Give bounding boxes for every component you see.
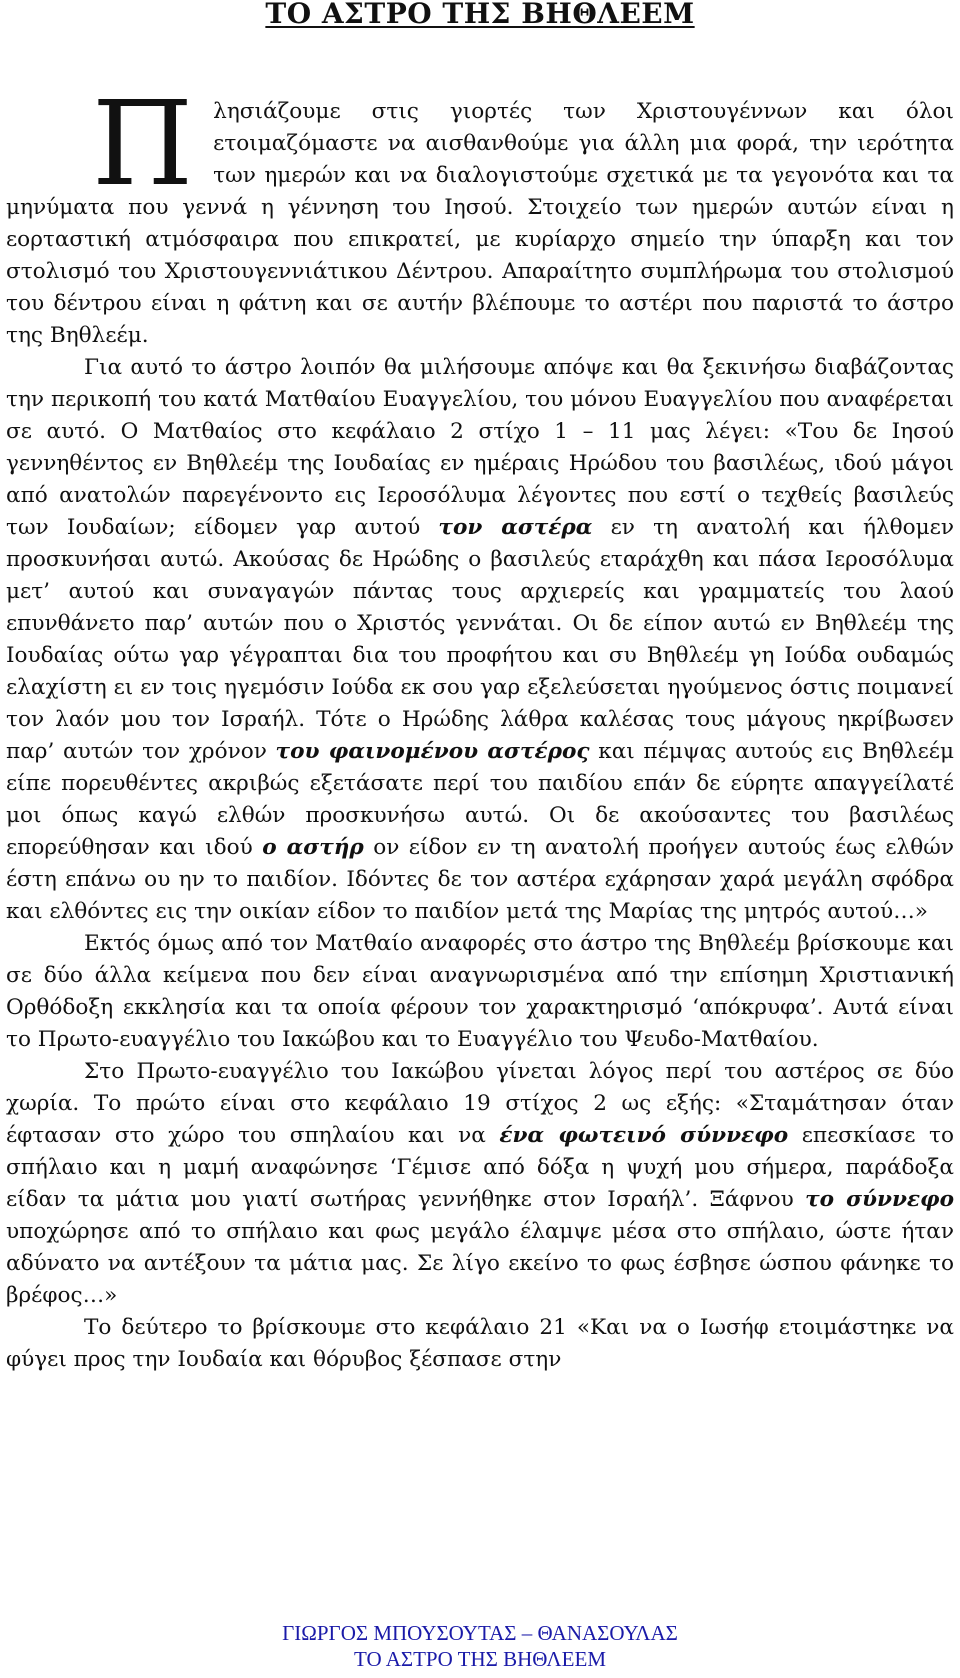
drop-cap: Π [92, 77, 194, 212]
footer-author: ΓΙΩΡΓΟΣ ΜΠΟΥΣΟΥΤΑΣ – ΘΑΝΑΣΟΥΛΑΣ [282, 1621, 678, 1645]
paragraph-text: και πέμψας αυτούς εις Βηθλεέμ είπε πορευθέντες ακριβώς εξετάσατε περί του παιδίου επάν δε εύρητε απαγγείλατέ μοι όπως καγώ ελθών προσκυνήσω αυτώ. Οι δε ακούσαντες του βασιλέως επορεύθησαν και ιδού [6, 739, 954, 860]
paragraph-apocrypha: Εκτός όμως από τον Ματθαίο αναφορές στο άστρο της Βηθλεέμ βρίσκουμε και σε δύο άλλα κείμενα που δεν είναι αναγνωρισμένα από την επίσημη Χριστιανική Ορθόδοξη εκκλησία και τα οποία φέρουν τον χαρακτηρισμό ‘απόκρυφα’. Αυτά είναι το Πρωτο-ευαγγέλιο του Ιακώβου και το Ευαγγέλιο του Ψευδο-Ματθαίου. [6, 931, 954, 1052]
paragraph-second: Το δεύτερο το βρίσκουμε στο κεφάλαιο 21 «Και να ο Ιωσήφ ετοιμάστηκε να φύγει προς την Ιουδαία και θόρυβος ξέσπασε στην [6, 1315, 954, 1372]
document-title [6, 0, 954, 28]
document-page [6, 0, 954, 1678]
emphasis-text: ο αστήρ [262, 835, 364, 860]
footer-title: ΤΟ ΑΣΤΡΟ ΤΗΣ ΒΗΘΛΕΕΜ [354, 1647, 606, 1671]
paragraph-text: επεσκίασε το σπήλαιο και η μαμή αναφώνησε ‘Γέμισε από δόξα η ψυχή μου σήμερα, παράδοξα είδαν τα μάτια μου γιατί σωτήρας γεννήθηκε στον Ισραήλ’. Ξάφνου [6, 1123, 954, 1212]
title-text: ΤΟ ΑΣΤΡΟ ΤΗΣ ΒΗΘΛΕΕΜ [265, 0, 695, 30]
emphasis-text: ένα φωτεινό σύννεφο [499, 1123, 789, 1148]
page-footer [6, 1620, 954, 1672]
document-body [6, 77, 955, 1376]
paragraph-text: εν τη ανατολή και ήλθομεν προσκυνήσαι αυτώ. Ακούσας δε Ηρώδης ο βασιλεύς εταράχθη και πάσα Ιεροσόλυμα μετ’ αυτού και συναγαγών πάντας τους αρχιερείς και γραμματείς του λαού επυνθάνετο παρ’ αυτών που ο Χριστός γεννάται. Οι δε είπον αυτώ εν Βηθλεέμ της Ιουδαίας ούτω γαρ γέγραπται δια του προφήτου και συ Βηθλεέμ γη Ιούδα ουδαμώς ελαχίστη ει εν τοις ηγεμόσιν Ιούδα εκ σου γαρ εξελεύσεται ηγούμενος όστις ποιμανεί τον λαόν μου τον Ισραήλ. Τότε ο Ηρώδης λάθρα καλέσας τους μάγους ηκρίβωσεν παρ’ αυτών τον χρόνον [6, 515, 954, 764]
paragraph-james [6, 1056, 954, 1312]
paragraph-intro [6, 77, 954, 352]
emphasis-text: τον αστέρα [438, 515, 593, 540]
paragraph-matthew [6, 352, 954, 928]
emphasis-text: του φαινομένου αστέρος [275, 739, 590, 764]
paragraph-text: Στο Πρωτο-ευαγγέλιο του Ιακώβου γίνεται λόγος περί του αστέρος σε δύο χωρία. Το πρώτο είναι στο κεφάλαιο 19 στίχος 2 ως εξής: «Σταμάτησαν όταν έφτασαν στο χώρο του σπηλαίου και να [6, 1059, 954, 1148]
paragraph-intro-text: λησιάζουμε στις γιορτές των Χριστουγέννων και όλοι ετοιμαζόμαστε να αισθανθούμε για άλλη μια φορά, την ιερότητα των ημερών και να διαλογιστούμε σχετικά με τα γεγονότα και τα μηνύματα που γεννά η γέννηση του Ιησού. Στοιχείο των ημερών αυτών είναι η εορταστική ατμόσφαιρα που επικρατεί, με κυρίαρχο σημείο την ύπαρξη και τον στολισμό του Χριστουγεννιάτικου Δέντρου. Απαραίτητο συμπλήρωμα του στολισμού του δέντρου είναι η φάτνη και σε αυτήν βλέπουμε το αστέρι που παριστά το άστρο της Βηθλεέμ. [6, 99, 954, 348]
paragraph-text: Για αυτό το άστρο λοιπόν θα μιλήσουμε απόψε και θα ξεκινήσω διαβάζοντας την περικοπή του κατά Ματθαίου Ευαγγελίου, του μόνου Ευαγγελίου που αναφέρεται σε αυτό. Ο Ματθαίος στο κεφάλαιο 2 στίχο 1 – 11 μας λέγει: «Του δε Ιησού γεννηθέντος εν Βηθλεέμ της Ιουδαίας εν ημέραις Ηρώδου του βασιλέως, ιδού μάγοι από ανατολών παρεγένοντο εις Ιεροσόλυμα λέγοντες που εστί ο τεχθείς βασιλεύς των Ιουδαίων; είδομεν γαρ αυτού [6, 355, 954, 540]
paragraph-text: υποχώρησε από το σπήλαιο και φως μεγάλο έλαμψε μέσα στο σπήλαιο, ώστε ήταν αδύνατο να αντέξουν τα μάτια μας. Σε λίγο εκείνο το φως έσβησε ώσπου φάνηκε το βρέφος…» [6, 1219, 954, 1308]
emphasis-text: το σύννεφο [805, 1187, 955, 1212]
paragraph-text: ον είδον εν τη ανατολή προήγεν αυτούς έως ελθών έστη επάνω ου ην το παιδίον. Ιδόντες δε τον αστέρα εχάρησαν χαρά μεγάλη σφόδρα και ελθόντες εις την οικίαν είδον το παιδίον μετά της Μαρίας της μητρός αυτού…» [6, 835, 954, 924]
